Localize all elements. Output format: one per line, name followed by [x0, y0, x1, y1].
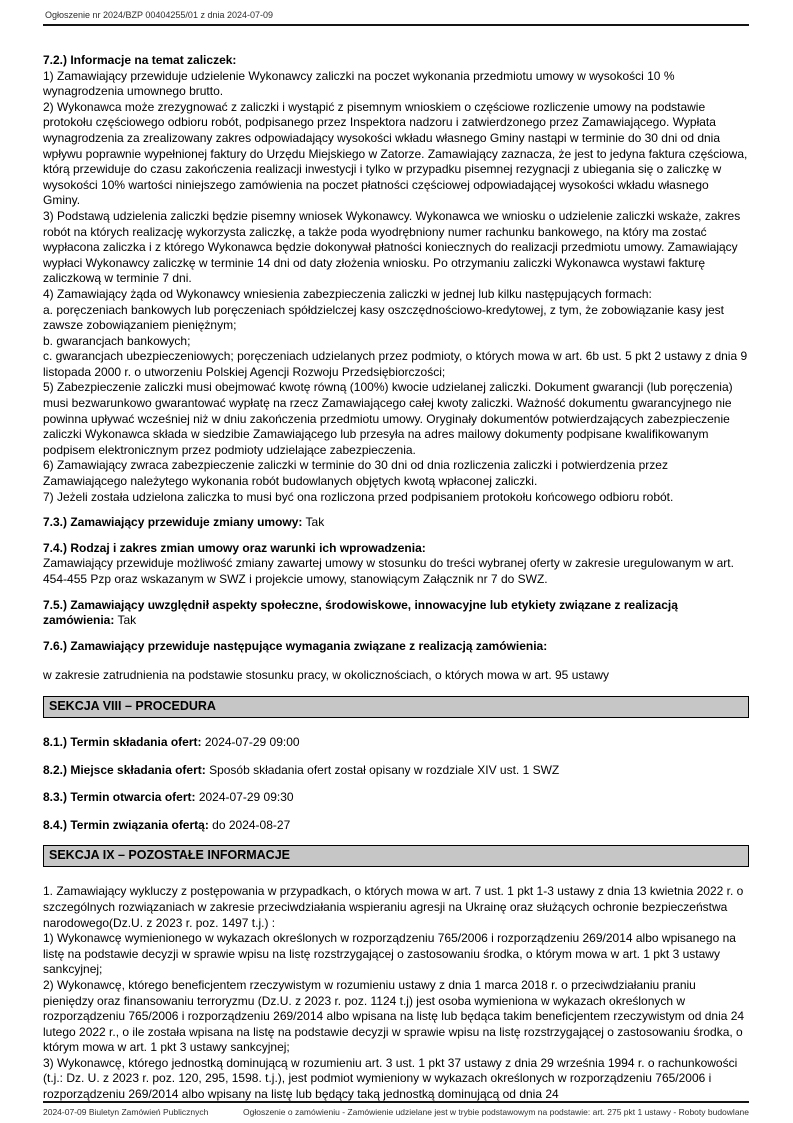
spacer: [43, 718, 749, 735]
section-ix-header: SEKCJA IX – POZOSTAŁE INFORMACJE: [43, 845, 749, 867]
clause-7-2-line-3: 3) Podstawą udzielenia zaliczki będzie pisemny wniosek Wykonawcy. Wykonawca we wniosku o udzielenie zaliczki wskaże, zakres robót na których realizację wykorzysta zaliczkę, a także poda wyodrębniony numer rachunku bankowego, na który ma zostać wypłacona zaliczka i z którego Wykonawca będzie dokonywał płatności koniecznych do realizacji przedmiotu umowy. Zamawiający wypłaci Wykonawcy zaliczkę w terminie 14 dni od daty złożenia wniosku. Po otrzymaniu zaliczki Wykonawca wystawi fakturę zaliczkową w terminie 7 dni.: [43, 208, 741, 286]
clause-7-6-label: 7.6.) Zamawiający przewiduje następujące wymagania związane z realizacją zamówienia:: [43, 638, 548, 653]
clause-7-2-line-6: b. gwarancjach bankowych;: [43, 333, 191, 348]
clause-8-1-value: 2024-07-29 09:00: [204, 734, 300, 749]
clause-7-2-line-5: a. poręczeniach bankowych lub poręczeniach spółdzielczej kasy oszczędnościowo-kredytowej, z tym, że zobowiązanie kasy jest zawsze zobowiązaniem pieniężnym;: [43, 302, 724, 333]
clause-8-3-label: 8.3.) Termin otwarcia ofert:: [43, 790, 196, 805]
clause-7-3-value: Tak: [305, 515, 325, 530]
clause-8-2-label: 8.2.) Miejsce składania ofert:: [43, 762, 206, 777]
clause-7-2-line-7: c. gwarancjach ubezpieczeniowych; poręczeniach udzielanych przez podmioty, o których mowa w art. 6b ust. 5 pkt 2 ustawy z dnia 9 listopada 2000 r. o utworzeniu Polskiej Agencji Rozwoju Przedsiębiorczości;: [43, 349, 748, 379]
clause-8-2: [43, 763, 749, 779]
clause-8-1-label: 8.1.) Termin składania ofert:: [43, 734, 202, 749]
clause-7-2-line-4: 4) Zamawiający żąda od Wykonawcy wniesienia zabezpieczenia zaliczki w jednej lub kilku następujących formach:: [43, 286, 652, 301]
clause-7-2-label: 7.2.) Informacje na temat zaliczek:: [43, 53, 237, 67]
clause-7-5: [43, 598, 749, 629]
notice-number: Ogłoszenie nr 2024/BZP 00404255/01 z dnia 2024-07-09: [45, 10, 274, 20]
clause-7-2-line-8: 5) Zabezpieczenie zaliczki musi obejmować kwotę równą (100%) kwocie udzielanej zaliczki. Dokument gwarancji (lub poręczenia) musi bezwarunkowo gwarantować wypłatę na rzecz Zamawiającego całej kwoty zaliczki. Ważność dokumentu gwarancyjnego nie powinna upływać wcześniej niż w dniu zakończenia przedmiotu umowy. Oryginały dokumentów potwierdzających zabezpieczenie zaliczki Wykonawca składa w siedzibie Zamawiającego lub przesyła na adres mailowy dokumenty podpisane kwalifikowanym podpisem elektronicznym przez podmioty udzielające zabezpieczenia.: [43, 380, 733, 457]
section-9-line-2: 1) Wykonawcę wymienionego w wykazach określonych w rozporządzeniu 765/2006 i rozporządzeniu 269/2014 albo wpisanego na listę na podstawie decyzji w sprawie wpisu na listę rozstrzygającej o zastosowaniu środka, o którym mowa w art. 1 pkt 3 ustawy sankcyjnej;: [43, 931, 736, 977]
clause-8-4-value: do 2024-08-27: [212, 817, 291, 832]
clause-7-3-label: 7.3.) Zamawiający przewiduje zmiany umowy:: [43, 515, 303, 530]
clause-7-2-line-10: 7) Jeżeli została udzielona zaliczka to musi być ona rozliczona przed podpisaniem protokołu końcowego odbioru robót.: [43, 489, 674, 504]
clause-7-2-heading: [43, 53, 749, 69]
clause-7-6-heading: [43, 639, 749, 655]
section-9-line-3: 2) Wykonawcę, którego beneficjentem rzeczywistym w rozumieniu ustawy z dnia 1 marca 2018 r. o przeciwdziałaniu praniu pieniędzy oraz finansowaniu terroryzmu (Dz.U. z 2023 r. poz. 1124 t.j) jest osoba wymieniona w wykazach określonych w rozporządzeniu 765/2006 i rozporządzeniu 269/2014 albo wpisana na listę lub będąca takim beneficjentem rzeczywistym od dnia 24 lutego 2022 r., o ile została wpisana na listę na podstawie decyzji w sprawie wpisu na listę rozstrzygającej o zastosowaniu środka, o którym mowa w art. 1 pkt 3 ustawy sankcyjnej;: [43, 977, 745, 1055]
clause-7-2-line-9: 6) Zamawiający zwraca zabezpieczenie zaliczki w terminie do 30 dni od dnia rozliczenia zaliczki i potwierdzenia przez Zamawiającego należytego wykonania robót budowlanych objętych kwotą wpłaconej zaliczki.: [43, 458, 668, 489]
clause-8-3-value: 2024-07-29 09:30: [198, 790, 294, 805]
section-9-line-1: 1. Zamawiający wykluczy z postępowania w przypadkach, o których mowa w art. 7 ust. 1 pkt 1-3 ustawy z dnia 13 kwietnia 2022 r. o szczególnych rozwiązaniach w zakresie przeciwdziałania wspieraniu agresji na Ukrainę oraz służących ochronie bezpieczeństwa narodowego(Dz.U. z 2023 r. poz. 1497 t.j.) :: [43, 884, 744, 930]
page-header: [43, 8, 749, 26]
clause-7-3: [43, 515, 749, 531]
clause-7-4-body: Zamawiający przewiduje możliwość zmiany zawartej umowy w stosunku do treści wybranej oferty w zakresie uregulowanym w art. 454-455 Pzp oraz wskazanym w SWZ i projekcie umowy, stanowiącym Załącznik nr 7 do SWZ.: [43, 556, 734, 586]
clause-8-3: [43, 790, 749, 806]
page-footer: [43, 1101, 749, 1117]
clause-7-6-body: w zakresie zatrudnienia na podstawie stosunku pracy, w okolicznościach, o których mowa w art. 95 ustawy: [43, 668, 610, 683]
document-body: [43, 53, 749, 1103]
clause-7-5-label: 7.5.) Zamawiający uwzględnił aspekty społeczne, środowiskowe, innowacyjne lub etykiety związane z realizacją zamówienia:: [43, 597, 678, 628]
footer-right: Ogłoszenie o zamówieniu - Zamówienie udzielane jest w trybie podstawowym na podstawie: art. 275 pkt 1 ustawy - Roboty budowlane: [242, 1107, 749, 1117]
clause-7-2-line-1: 1) Zamawiający przewiduje udzielenie Wykonawcy zaliczki na poczet wykonania przedmiotu umowy w wysokości 10 % wynagrodzenia umownego brutto.: [43, 68, 675, 99]
clause-8-4: [43, 818, 749, 834]
spacer: [43, 867, 749, 884]
clause-8-2-value: Sposób składania ofert został opisany w rozdziale XIV ust. 1 SWZ: [209, 762, 560, 777]
clause-7-2-line-2: 2) Wykonawca może zrezygnować z zaliczki i wystąpić z pisemnym wnioskiem o częściowe rozliczenie umowy na podstawie protokołu częściowego odbioru robót, podpisanego przez Inspektora nadzoru i zatwierdzonego przez Zamawiającego. Wypłata wynagrodzenia za zrealizowany zakres odpowiadający wysokości wkładu własnego Gminy nastąpi w terminie do 30 dni od dnia wpływu poprawnie wypełnionej faktury do Urzędu Miejskiego w Zatorze. Zamawiający zaznacza, że jest to jedyna faktura częściowa, którą przewiduje do czasu zakończenia realizacji inwestycji i tylko w przypadku pisemnej rezygnacji z ubiegania się o zaliczkę w wysokości 10% wartości niniejszego zamówienia na poczet płatności częściowej odpowiadającej wysokości wkładu własnego Gminy.: [43, 99, 748, 208]
clause-7-4-label: 7.4.) Rodzaj i zakres zmian umowy oraz warunki ich wprowadzenia:: [43, 540, 426, 555]
clause-8-1: [43, 735, 749, 751]
section-viii-header: SEKCJA VIII – PROCEDURA: [43, 696, 749, 718]
section-9-line-4: 3) Wykonawcę, którego jednostką dominującą w rozumieniu art. 3 ust. 1 pkt 37 ustawy z dnia 29 września 1994 r. o rachunkowości (t.j.: Dz. U. z 2023 r. poz. 120, 295, 1598. t.j.), jest podmiot wymieniony w wykazach określonych w rozporządzeniu 765/2006 i rozporządzeniu 269/2014 albo wpisany na listę lub będący taką jednostką dominującą od dnia 24: [43, 1055, 738, 1102]
clause-7-5-value: Tak: [117, 613, 137, 628]
footer-left: 2024-07-09 Biuletyn Zamówień Publicznych: [43, 1107, 209, 1117]
clause-8-4-label: 8.4.) Termin związania ofertą:: [43, 817, 209, 832]
clause-7-4-heading: [43, 541, 749, 557]
